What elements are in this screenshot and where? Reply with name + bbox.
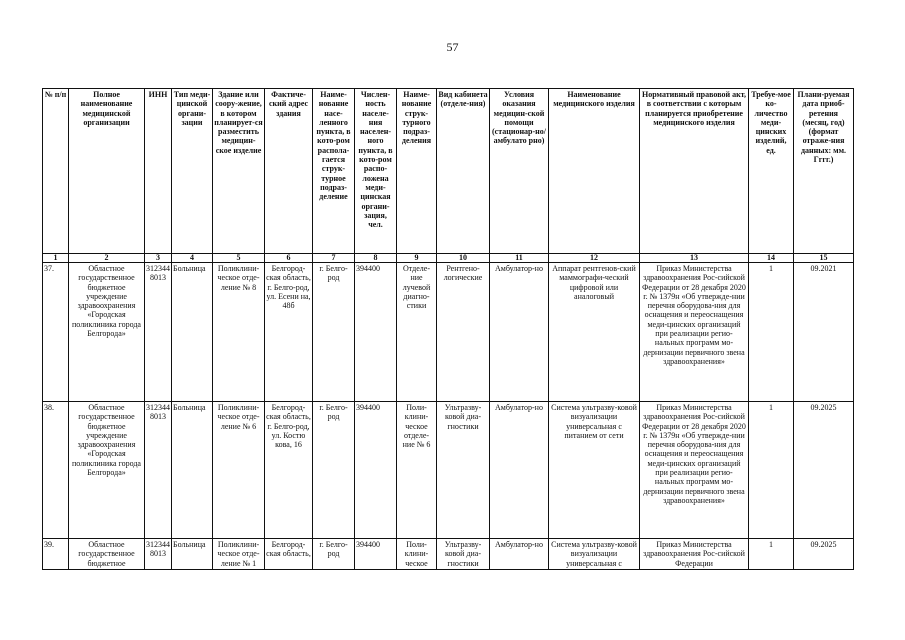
cell-purchase-date: 09.2025 bbox=[794, 402, 854, 539]
cell-inn: 3123448013 bbox=[145, 402, 172, 539]
column-header: Наиме-нование струк-турного подраз-деления bbox=[397, 89, 437, 254]
cell-quantity: 1 bbox=[749, 263, 794, 402]
cell-quantity: 1 bbox=[749, 402, 794, 539]
cell-device-name: Аппарат рентгенов-ский маммографи-ческий цифровой или аналоговый bbox=[549, 263, 640, 402]
cell-row-number: 39. bbox=[43, 539, 69, 570]
cell-building: Поликлини-ческое отде-ление № 1 bbox=[213, 539, 265, 570]
cell-building: Поликлини-ческое отде-ление № 6 bbox=[213, 402, 265, 539]
cell-org-name: Областное государственное бюджетное учреждение здравоохранения «Городская поликлиника города Белгорода» bbox=[69, 263, 145, 402]
medical-equipment-table bbox=[42, 88, 854, 570]
column-number: 10 bbox=[437, 254, 490, 263]
cell-unit-name: Отделе-ние лучевой диагно-стики bbox=[397, 263, 437, 402]
cell-settlement: г. Белго-род bbox=[313, 539, 355, 570]
column-number: 7 bbox=[313, 254, 355, 263]
cell-population: 394400 bbox=[355, 402, 397, 539]
column-number: 5 bbox=[213, 254, 265, 263]
column-header: Здание или соору-жение, в котором планирует-ся разместить медицин-ское изделие bbox=[213, 89, 265, 254]
table-header-row bbox=[43, 89, 854, 254]
cell-purchase-date: 09.2025 bbox=[794, 539, 854, 570]
column-number: 11 bbox=[490, 254, 549, 263]
column-header: Наименование медицинского изделия bbox=[549, 89, 640, 254]
cell-device-name: Система ультразву-ковой визуализации универсальная с bbox=[549, 539, 640, 570]
column-header: Наиме-нование насе-ленного пункта, в кото-ром распола-гается струк-турное подраз-деление bbox=[313, 89, 355, 254]
page-number: 57 bbox=[446, 40, 459, 54]
column-header: Нормативный правовой акт, в соответствии с которым планируется приобретение медицинского изделия bbox=[640, 89, 749, 254]
cell-unit-name: Поли-клини-ческое отделе-ние № 6 bbox=[397, 402, 437, 539]
cell-org-name: Областное государственное бюджетное bbox=[69, 539, 145, 570]
cell-quantity: 1 bbox=[749, 539, 794, 570]
cell-care-conditions: Амбулатор-но bbox=[490, 539, 549, 570]
cell-legal-act: Приказ Министерства здравоохранения Рос-сийской Федерации bbox=[640, 539, 749, 570]
cell-org-type: Больница bbox=[172, 263, 213, 402]
column-header: Полное наименование медицинской организации bbox=[69, 89, 145, 254]
cell-address: Белгород-ская область, bbox=[265, 539, 313, 570]
cell-building: Поликлини-ческое отде-ление № 8 bbox=[213, 263, 265, 402]
column-number: 1 bbox=[43, 254, 69, 263]
cell-row-number: 37. bbox=[43, 263, 69, 402]
cell-population: 394400 bbox=[355, 539, 397, 570]
cell-legal-act: Приказ Министерства здравоохранения Рос-сийской Федерации от 28 декабря 2020 г. № 1379н «Об утвержде-нии перечня оборудова-ния для оснащения и переоснащения меди-цинских организаций при реализации регио-нальных программ мо-дернизации первичного звена здравоохранения» bbox=[640, 263, 749, 402]
column-number: 9 bbox=[397, 254, 437, 263]
cell-care-conditions: Амбулатор-но bbox=[490, 402, 549, 539]
cell-device-name: Система ультразву-ковой визуализации универсальная с питанием от сети bbox=[549, 402, 640, 539]
cell-org-type: Больница bbox=[172, 402, 213, 539]
column-header: Требуе-мое ко-личество меди-цинских изделий, ед. bbox=[749, 89, 794, 254]
table-row bbox=[43, 539, 854, 570]
cell-purchase-date: 09.2021 bbox=[794, 263, 854, 402]
cell-row-number: 38. bbox=[43, 402, 69, 539]
cell-unit-name: Поли-клини-ческое bbox=[397, 539, 437, 570]
column-header: Фактиче-ский адрес здания bbox=[265, 89, 313, 254]
column-header: Тип меди-цинской органи-зации bbox=[172, 89, 213, 254]
column-number: 3 bbox=[145, 254, 172, 263]
cell-settlement: г. Белго-род bbox=[313, 263, 355, 402]
cell-org-name: Областное государственное бюджетное учреждение здравоохранения «Городская поликлиника города Белгорода» bbox=[69, 402, 145, 539]
cell-cabinet-type: Ультразву-ковой диа-гностики bbox=[437, 539, 490, 570]
cell-org-type: Больница bbox=[172, 539, 213, 570]
cell-care-conditions: Амбулатор-но bbox=[490, 263, 549, 402]
column-header: Плани-руемая дата приоб-ретения (месяц, год) (формат отраже-ния данных: мм. Гггг.) bbox=[794, 89, 854, 254]
column-number: 4 bbox=[172, 254, 213, 263]
cell-inn: 3123448013 bbox=[145, 263, 172, 402]
column-number: 6 bbox=[265, 254, 313, 263]
cell-cabinet-type: Рентгено-логические bbox=[437, 263, 490, 402]
column-header: № п/п bbox=[43, 89, 69, 254]
cell-address: Белгород-ская область, г. Белго-род, ул. Костю кова, 16 bbox=[265, 402, 313, 539]
cell-population: 394400 bbox=[355, 263, 397, 402]
table-row bbox=[43, 263, 854, 402]
table-row bbox=[43, 402, 854, 539]
column-number-row bbox=[43, 254, 854, 263]
column-number: 13 bbox=[640, 254, 749, 263]
column-header: Вид кабинета (отделе-ния) bbox=[437, 89, 490, 254]
column-number: 12 bbox=[549, 254, 640, 263]
column-header: Условия оказания медицин-ской помощи (стационар-но/амбулато рно) bbox=[490, 89, 549, 254]
column-header: Числен-ность населе-ния населен-ного пункта, в кото-ром распо-ложена меди-цинская органи-зация, чел. bbox=[355, 89, 397, 254]
cell-inn: 3123448013 bbox=[145, 539, 172, 570]
column-number: 8 bbox=[355, 254, 397, 263]
cell-address: Белгород-ская область, г. Белго-род, ул. Есени на, 48б bbox=[265, 263, 313, 402]
cell-settlement: г. Белго-род bbox=[313, 402, 355, 539]
column-header: ИНН bbox=[145, 89, 172, 254]
cell-cabinet-type: Ультразву-ковой диа-гностики bbox=[437, 402, 490, 539]
column-number: 14 bbox=[749, 254, 794, 263]
column-number: 15 bbox=[794, 254, 854, 263]
cell-legal-act: Приказ Министерства здравоохранения Рос-сийской Федерации от 28 декабря 2020 г. № 1379н «Об утвержде-нии перечня оборудова-ния для оснащения и переоснащения меди-цинских организаций при реализации регио-нальных программ мо-дернизации первичного звена здравоохранения» bbox=[640, 402, 749, 539]
column-number: 2 bbox=[69, 254, 145, 263]
